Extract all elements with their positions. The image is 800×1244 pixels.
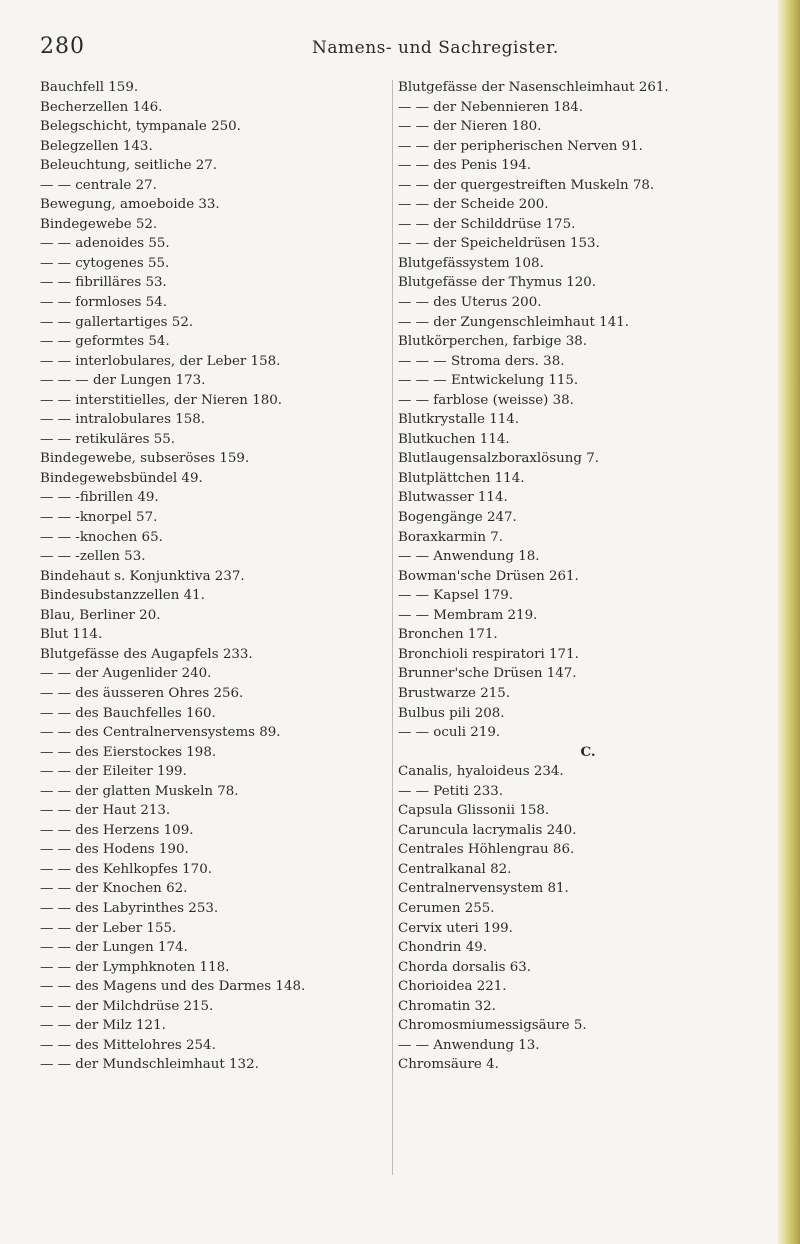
index-entry: — — des Uterus 200. — [398, 295, 542, 311]
index-entry: — — -fibrillen 49. — [40, 490, 159, 506]
index-entry: — — des Mittelohres 254. — [40, 1037, 216, 1053]
index-entry: — — geformtes 54. — [40, 334, 170, 350]
index-entry: — — des Centralnervensystems 89. — [40, 725, 281, 741]
index-entry: Bindegewebe 52. — [40, 216, 158, 232]
index-entry: Bulbus pili 208. — [398, 705, 505, 721]
index-entry: — — der Lymphknoten 118. — [40, 959, 230, 975]
index-entry: — — formloses 54. — [40, 295, 167, 311]
index-entry: Blutgefässe der Nasenschleimhaut 261. — [398, 80, 669, 95]
index-entry: — — der quergestreiften Muskeln 78. — [398, 177, 655, 193]
index-entry: — — der Zungenschleimhaut 141. — [398, 314, 629, 330]
index-entry: Bewegung, amoeboide 33. — [40, 197, 220, 213]
index-entry: — — der Milz 121. — [40, 1018, 166, 1034]
index-entry: — — — Entwickelung 115. — [398, 373, 579, 389]
index-entry: Chromatin 32. — [398, 998, 496, 1014]
index-entry: Centralkanal 82. — [398, 861, 512, 877]
index-entry: — — Anwendung 18. — [398, 549, 540, 565]
index-entry: Blut 114. — [40, 627, 103, 643]
index-entry: Centrales Höhlengrau 86. — [398, 842, 575, 858]
index-entry: — — des Hodens 190. — [40, 842, 189, 858]
index-entry: — — cytogenes 55. — [40, 255, 170, 271]
index-entry: Cervix uteri 199. — [398, 920, 513, 936]
index-entry: — — gallertartiges 52. — [40, 314, 194, 330]
index-entry: Chorioidea 221. — [398, 979, 507, 995]
index-entry: — — der Milchdrüse 215. — [40, 998, 214, 1014]
index-entry: — — intralobulares 158. — [40, 412, 206, 428]
index-entry: — — interlobulares, der Leber 158. — [40, 353, 281, 369]
index-entry: — — interstitielles, der Nieren 180. — [40, 392, 283, 408]
index-entry: — — des Magens und des Darmes 148. — [40, 979, 306, 995]
index-entry: — — der Mundschleimhaut 132. — [40, 1057, 259, 1073]
index-entry: Bindegewebsbündel 49. — [40, 470, 203, 486]
index-entry: — — retikuläres 55. — [40, 431, 176, 447]
index-entry: Chorda dorsalis 63. — [398, 959, 532, 975]
index-entry: — — adenoides 55. — [40, 236, 170, 252]
index-entry: — — der Speicheldrüsen 153. — [398, 236, 600, 252]
index-entry: — — Petiti 233. — [398, 783, 504, 799]
index-entry: — — -knorpel 57. — [40, 510, 158, 526]
index-entry: Blutgefässystem 108. — [398, 255, 544, 271]
index-entry: Blutkrystalle 114. — [398, 412, 520, 428]
index-entry: — — des Eierstockes 198. — [40, 744, 217, 760]
index-entry: — — der Augenlider 240. — [40, 666, 212, 682]
index-entry: Beleuchtung, seitliche 27. — [40, 158, 218, 174]
index-entry: Blutgefässe des Augapfels 233. — [40, 646, 253, 662]
running-title: Namens- und Sachregister. — [312, 38, 559, 58]
index-entry: — — Kapsel 179. — [398, 588, 514, 604]
index-entry: Brunner'sche Drüsen 147. — [398, 666, 577, 682]
index-entry: — — der Nieren 180. — [398, 119, 542, 135]
index-column-left — [40, 78, 385, 1075]
index-entry: Boraxkarmin 7. — [398, 529, 503, 545]
index-entry: — — oculi 219. — [398, 725, 501, 741]
index-entry: Chondrin 49. — [398, 940, 487, 956]
index-entry: — — Anwendung 13. — [398, 1037, 540, 1053]
index-entry: — — der Nebennieren 184. — [398, 99, 584, 115]
index-entry: — — des Penis 194. — [398, 158, 532, 174]
index-entry: Blutkörperchen, farbige 38. — [398, 334, 588, 350]
index-entry: Blau, Berliner 20. — [40, 607, 161, 623]
index-entry: — — der Leber 155. — [40, 920, 177, 936]
index-entry: Centralnervensystem 81. — [398, 881, 569, 897]
index-entry: — — Membram 219. — [398, 607, 538, 623]
index-entry: — — — der Lungen 173. — [40, 373, 206, 389]
index-entry: — — — Stroma ders. 38. — [398, 353, 565, 369]
index-entry: — — der peripherischen Nerven 91. — [398, 138, 643, 154]
index-entry: — — des Bauchfelles 160. — [40, 705, 216, 721]
index-entry: — — der Knochen 62. — [40, 881, 188, 897]
page-number: 280 — [40, 34, 85, 59]
index-entry: — — fibrilläres 53. — [40, 275, 167, 291]
index-entry: — — des Kehlkopfes 170. — [40, 861, 212, 877]
index-entry: Bauchfell 159. — [40, 80, 139, 95]
index-entry: Canalis, hyaloideus 234. — [398, 764, 564, 780]
index-entry: Becherzellen 146. — [40, 99, 163, 115]
index-entry: Bowman'sche Drüsen 261. — [398, 568, 579, 584]
index-entry: Bronchioli respiratori 171. — [398, 646, 579, 662]
column-divider — [392, 80, 393, 1175]
index-entry: Blutgefässe der Thymus 120. — [398, 275, 597, 291]
index-entry: Blutplättchen 114. — [398, 470, 525, 486]
index-entry: — — der Schilddrüse 175. — [398, 216, 576, 232]
index-entry: — — der glatten Muskeln 78. — [40, 783, 239, 799]
index-entry: Bogengänge 247. — [398, 510, 517, 526]
index-entry: Blutwasser 114. — [398, 490, 508, 506]
index-entry: — — der Lungen 174. — [40, 940, 188, 956]
index-entry: Brustwarze 215. — [398, 685, 511, 701]
index-entry: Cerumen 255. — [398, 900, 495, 916]
index-entry: Chromsäure 4. — [398, 1057, 499, 1073]
index-entry: — — centrale 27. — [40, 177, 157, 193]
index-entry: Chromosmiumessigsäure 5. — [398, 1018, 587, 1034]
index-entry: Bindegewebe, subseröses 159. — [40, 451, 250, 467]
page-header — [40, 34, 780, 62]
index-entry: Bindesubstanzzellen 41. — [40, 588, 205, 604]
index-column-right — [398, 78, 778, 1075]
index-entry: — — -zellen 53. — [40, 549, 146, 565]
index-entry: — — der Scheide 200. — [398, 197, 549, 213]
index-entry: — — der Eileiter 199. — [40, 764, 187, 780]
index-entry: Blutlaugensalzboraxlösung 7. — [398, 451, 599, 467]
index-entry: — — der Haut 213. — [40, 803, 171, 819]
index-entry: Bronchen 171. — [398, 627, 498, 643]
section-letter-heading: C. — [580, 743, 596, 760]
index-entry: — — des Labyrinthes 253. — [40, 900, 219, 916]
index-entry: Blutkuchen 114. — [398, 431, 510, 447]
index-entry: Capsula Glissonii 158. — [398, 803, 550, 819]
index-entry: — — des äusseren Ohres 256. — [40, 685, 244, 701]
page-edge — [778, 0, 800, 1244]
index-entry: — — des Herzens 109. — [40, 822, 194, 838]
index-entry: Belegschicht, tympanale 250. — [40, 119, 241, 135]
index-entry: Bindehaut s. Konjunktiva 237. — [40, 568, 245, 584]
index-entry: Belegzellen 143. — [40, 138, 153, 154]
index-entry: — — -knochen 65. — [40, 529, 163, 545]
index-entry: Caruncula lacrymalis 240. — [398, 822, 577, 838]
index-entry: — — farblose (weisse) 38. — [398, 392, 574, 408]
